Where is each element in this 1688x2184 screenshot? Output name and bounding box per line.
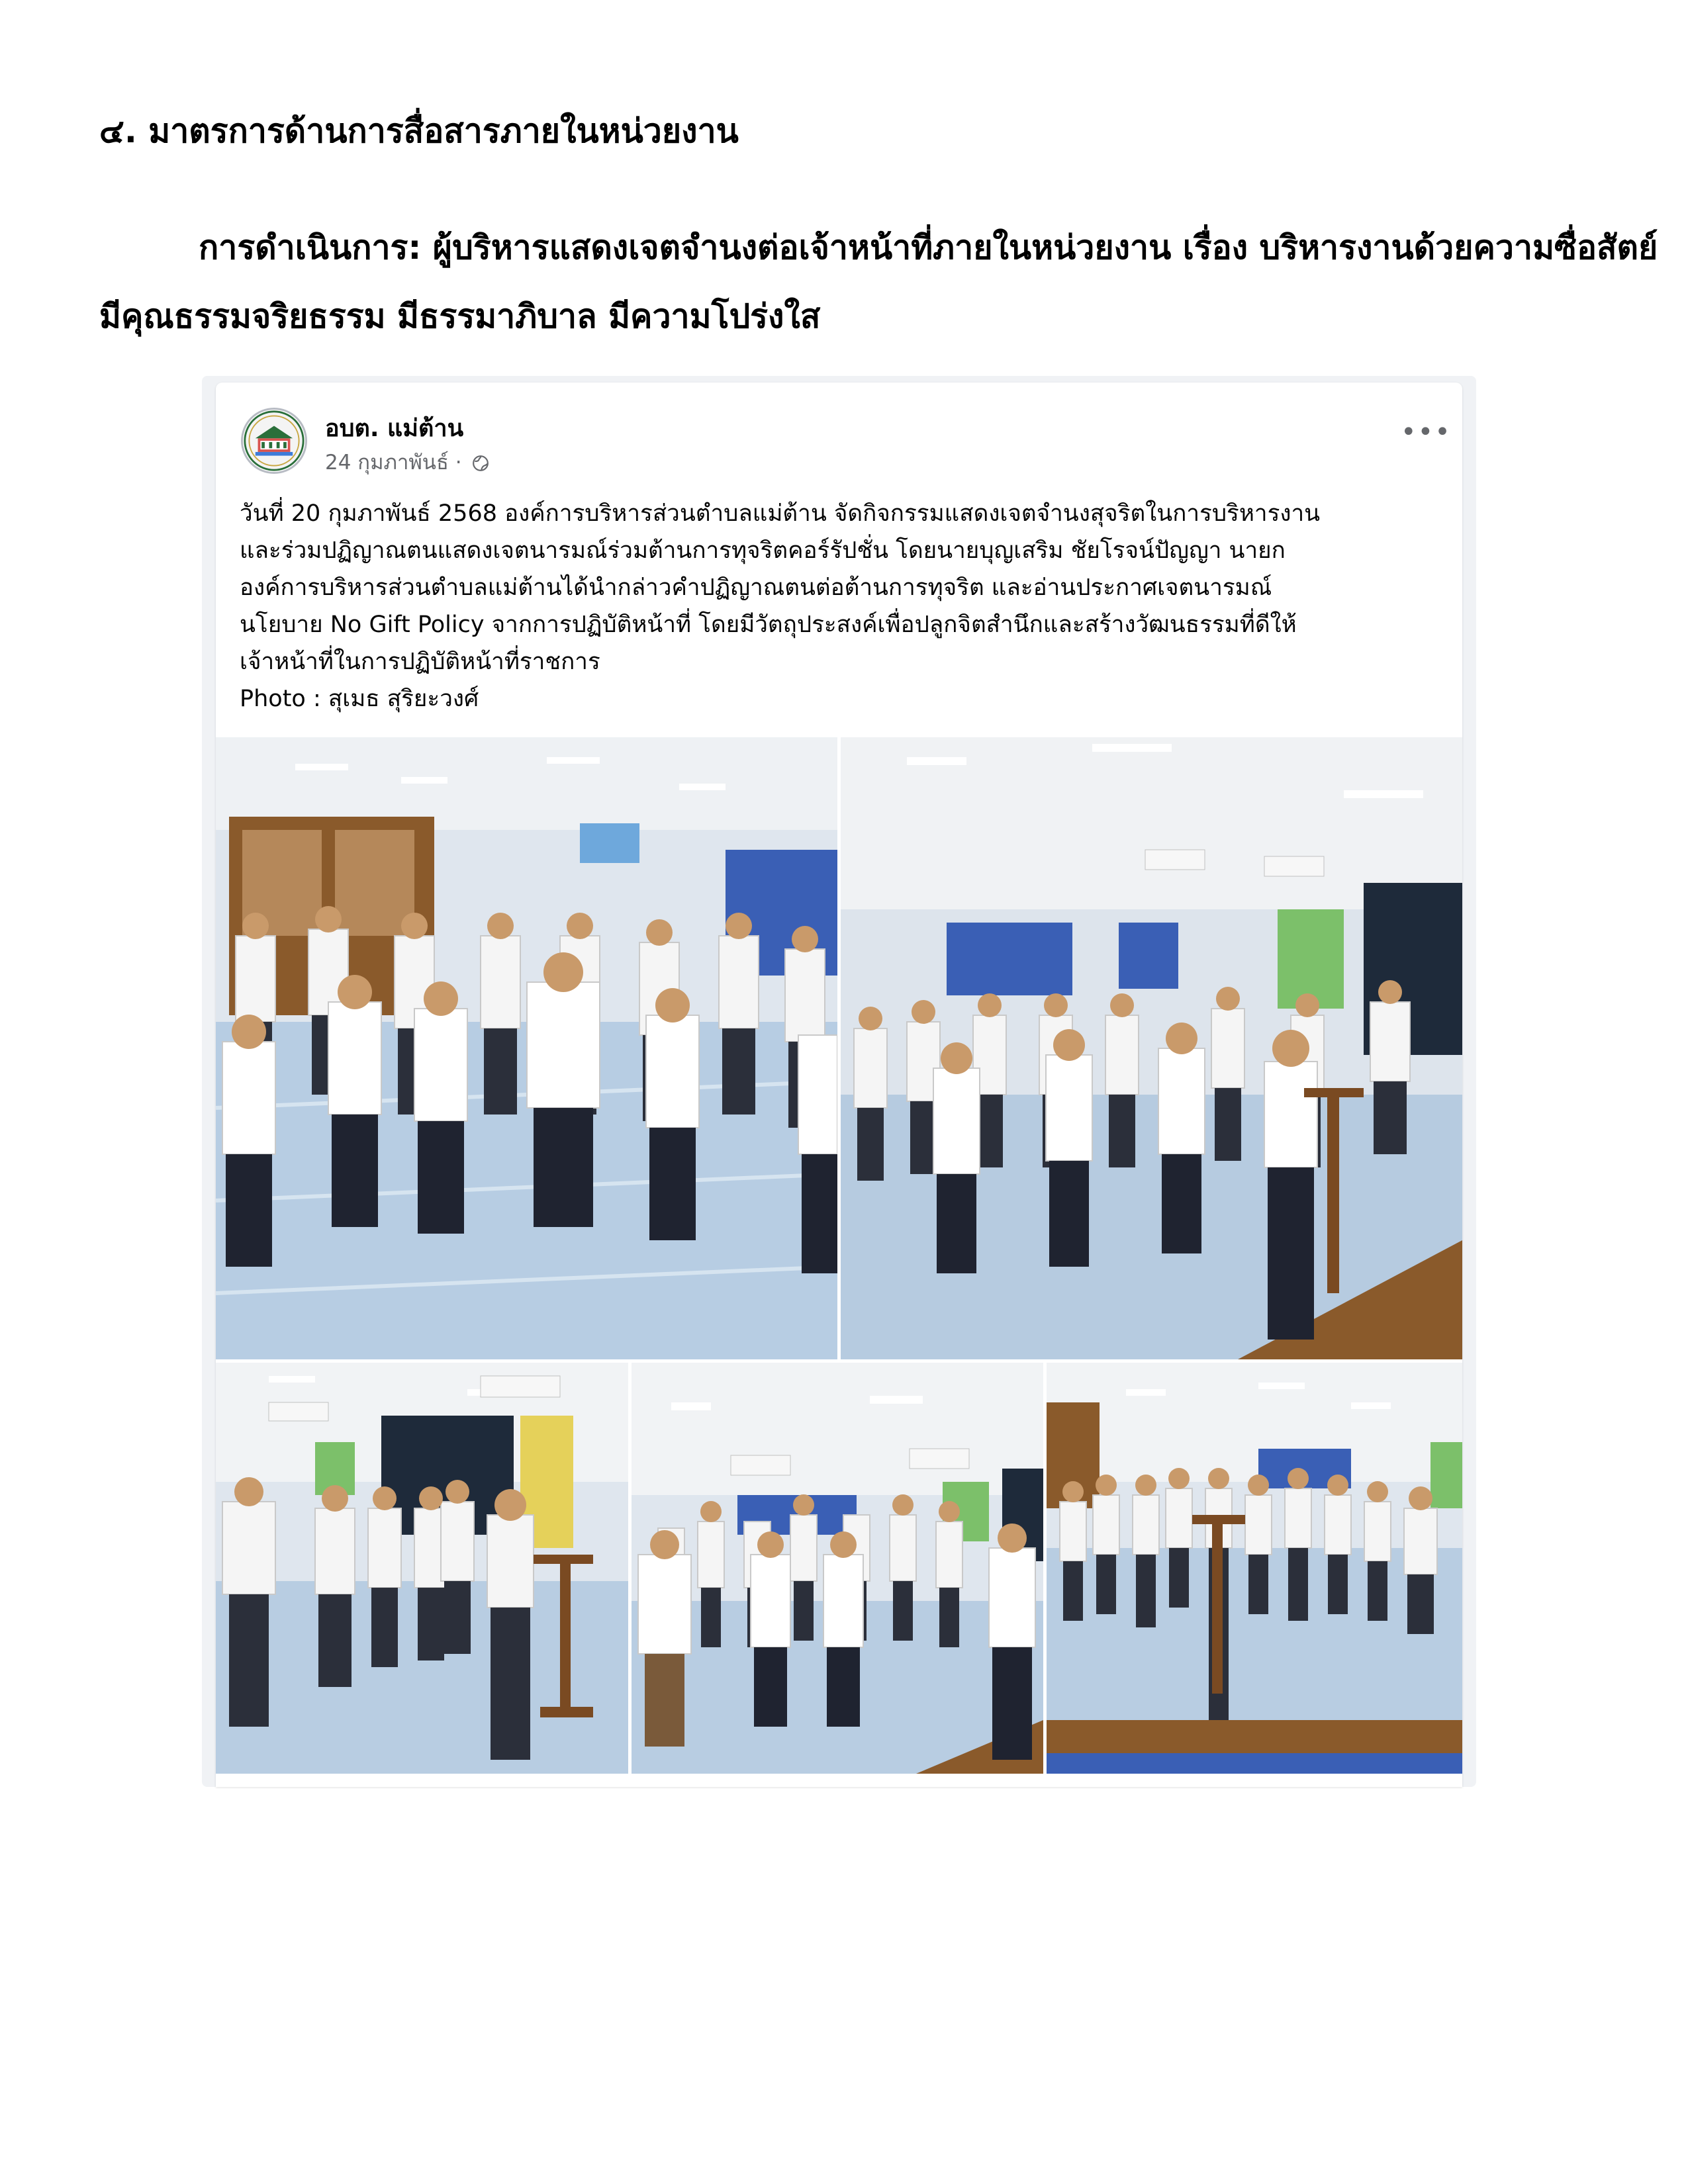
page-name-link[interactable]: อบต. แม่ต้าน xyxy=(325,415,464,442)
post-date-line xyxy=(325,445,489,478)
post-text xyxy=(240,495,1444,717)
post-photo-2[interactable] xyxy=(841,737,1462,1359)
group-oath-photo xyxy=(632,1363,1043,1774)
more-horizontal-icon: ••• xyxy=(1401,417,1452,447)
post-card xyxy=(216,383,1462,1787)
post-photo-1[interactable] xyxy=(216,737,837,1359)
group-oath-photo xyxy=(841,737,1462,1359)
group-oath-photo xyxy=(1047,1363,1462,1774)
post-text-line: Photo : สุเมธ สุริยะวงศ์ xyxy=(240,686,479,712)
page-avatar[interactable] xyxy=(241,408,307,474)
post-photo-4[interactable] xyxy=(632,1363,1043,1774)
post-date[interactable]: 24 กุมภาพันธ์ · xyxy=(325,451,462,475)
post-text-line: วันที่ 20 กุมภาพันธ์ 2568 องค์การบริหารส่วนตำบลแม่ต้าน จัดกิจกรรมแสดงเจตจำนงสุจริตในการบริหารงาน xyxy=(240,500,1321,527)
paragraph-line-1: การดำเนินการ: ผู้บริหารแสดงเจตจำนงต่อเจ้าหน้าที่ภายในหน่วยงาน เรื่อง บริหารงานด้วยความซื่อสัตย์ xyxy=(199,228,1658,267)
section-heading: ๔. มาตรการด้านการสื่อสารภายในหน่วยงาน xyxy=(99,112,739,150)
post-text-line: นโยบาย No Gift Policy จากการปฏิบัติหน้าที่ โดยมีวัตถุประสงค์เพื่อปลูกจิตสำนึกและสร้างวัฒนธรรมที่ดีให้ xyxy=(240,612,1297,638)
post-text-line: เจ้าหน้าที่ในการปฏิบัติหน้าที่ราชการ xyxy=(240,649,600,675)
post-photo-3[interactable] xyxy=(216,1363,628,1774)
paragraph-line-2: มีคุณธรรมจริยธรรม มีธรรมาภิบาล มีความโปร่งใส xyxy=(99,297,821,336)
facebook-post-screenshot xyxy=(202,376,1476,1787)
group-oath-photo xyxy=(216,1363,628,1774)
group-oath-photo xyxy=(216,737,837,1359)
post-text-line: และร่วมปฏิญาณตนแสดงเจตนารมณ์ร่วมต้านการทุจริตคอร์รัปชั่น โดยนายบุญเสริม ชัยโรจน์ปัญญา นายก xyxy=(240,537,1286,564)
globe-icon xyxy=(472,455,489,472)
post-photo-5[interactable] xyxy=(1047,1363,1462,1774)
more-options-button[interactable] xyxy=(1401,417,1452,449)
page-logo-icon xyxy=(243,410,305,472)
post-text-line: องค์การบริหารส่วนตำบลแม่ต้านได้นำกล่าวคำปฏิญาณตนต่อต้านการทุจริต และอ่านประกาศเจตนารมณ์ xyxy=(240,574,1272,601)
section-paragraph xyxy=(99,213,1658,351)
